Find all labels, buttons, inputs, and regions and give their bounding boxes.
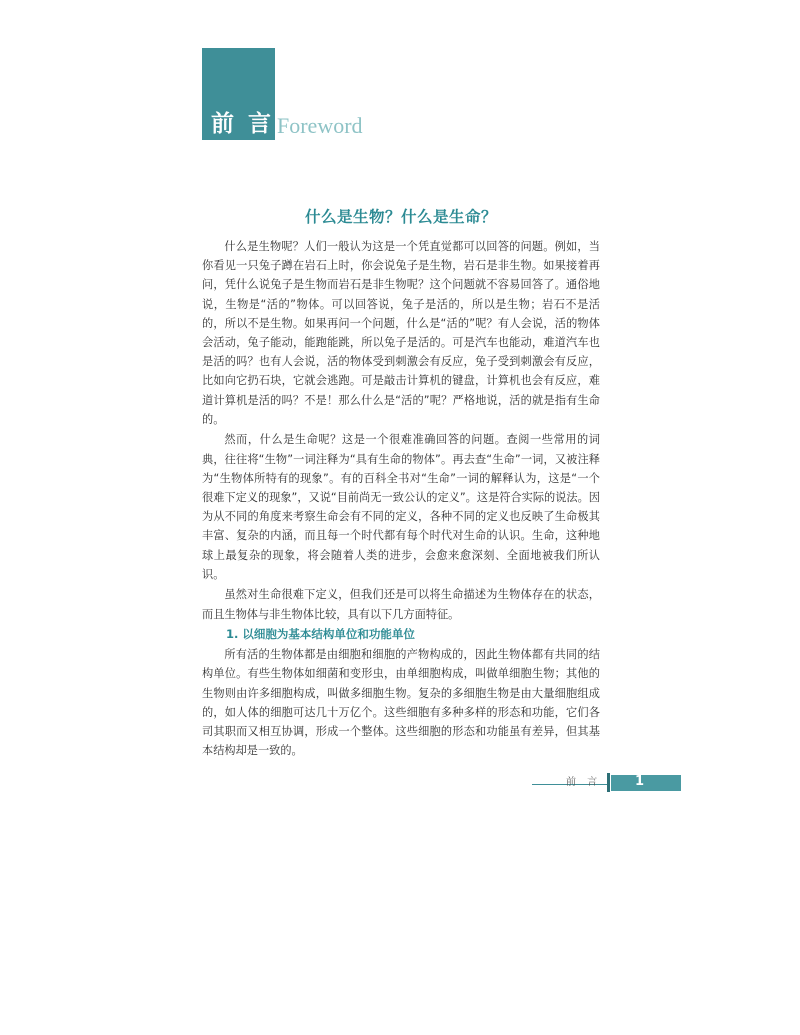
section-heading: 1. 以细胞为基本结构单位和功能单位 (226, 627, 415, 642)
header-title-en: Foreword (277, 113, 363, 138)
article-title: 什么是生物？什么是生命？ (304, 208, 497, 226)
footer-label: 前 言 (566, 777, 602, 788)
section-paragraph: 所有活的生物体都是由细胞和细胞的产物构成的，因此生物体都有共同的结构单位。有些生物体如细菌和变形虫，由单细胞构成，叫做单细胞生物；其他的生物则由许多细胞构成，叫做多细胞生物。复杂的多细胞生物是由大量细胞组成的，如人体的细胞可达几十万亿个。这些细胞有多种多样的形态和功能，它们各司其职而又相互协调，形成一个整体。这些细胞的形态和功能虽有差异，但其基本结构却是一致的。 (202, 648, 600, 758)
paragraph-1: 什么是生物呢？人们一般认为这是一个凭直觉都可以回答的问题。例如，当你看见一只兔子蹲在岩石上时，你会说兔子是生物，岩石是非生物。如果接着再问，凭什么说兔子是生物而岩石是非生物呢？这个问题就不容易回答了。通俗地说，生物是“活的”物体。可以回答说，兔子是活的，所以是生物；岩石不是活的，所以不是生物。如果再问一个问题，什么是“活的”呢？有人会说，活的物体会活动，兔子能动，能跑能跳，所以兔子是活的。可是汽车也能动，难道汽车也是活的吗？也有人会说，活的物体受到刺激会有反应，兔子受到刺激会有反应，比如向它扔石块，它就会逃跑。可是敲击计算机的键盘，计算机也会有反应，难道计算机是活的吗？不是！那么什么是“活的”呢？严格地说，活的就是指有生命的。 (202, 240, 600, 426)
page-number: 1 (635, 774, 645, 789)
page-number-box (611, 775, 681, 791)
paragraph-3: 虽然对生命很难下定义，但我们还是可以将生命描述为生物体存在的状态，而且生物体与非生物体比较，具有以下几方面特征。 (202, 588, 600, 621)
article-body (202, 237, 600, 762)
header-title-cn: 前 言 (211, 110, 275, 137)
footer-accent-bar (607, 773, 610, 792)
paragraph-2: 然而，什么是生命呢？这是一个很难准确回答的问题。查阅一些常用的词典，往往将“生物”一词注释为“具有生命的物体”。再去查“生命”一词，又被注释为“生物体所特有的现象”。有的百科全书对“生命”一词的解释认为，这是“一个很难下定义的现象”，又说“目前尚无一致公认的定义”。这是符合实际的说法。因为从不同的角度来考察生命会有不同的定义，各种不同的定义也反映了生命极其丰富、复杂的内涵，而且每一个时代都有每个时代对生命的认识。生命，这种地球上最复杂的现象，将会随着人类的进步，会愈来愈深刻、全面地被我们所认识。 (202, 433, 600, 581)
